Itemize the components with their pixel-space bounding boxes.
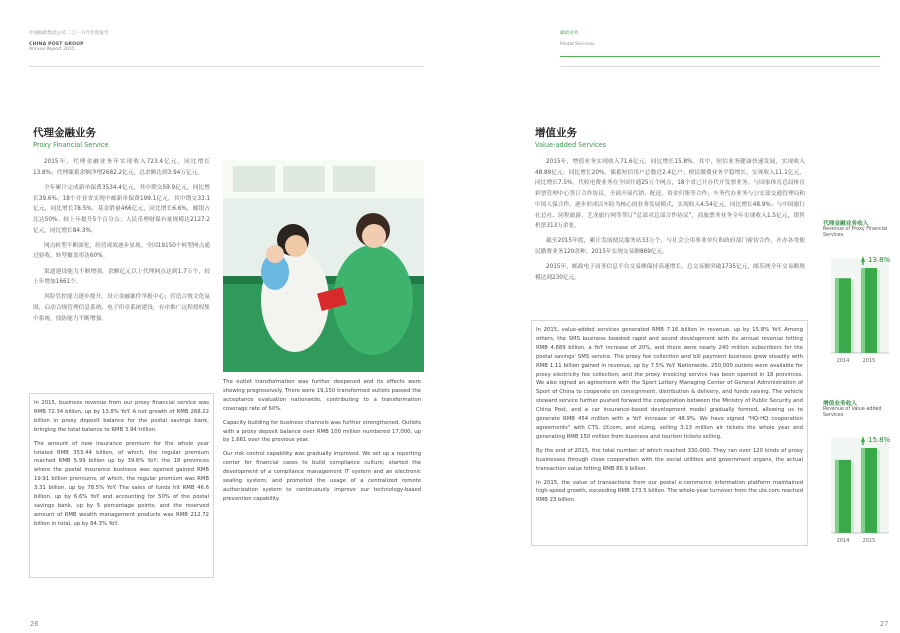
middle-en-text: [223, 378, 421, 509]
left-header: [29, 30, 169, 52]
header-report-en: Annual Report 2015: [29, 47, 75, 52]
growth-arrow-stem: [862, 261, 863, 265]
value-added-cn-text: [535, 157, 805, 288]
tick-label-2014: 2014: [836, 358, 850, 364]
chart-proxy-financial-svg: [823, 250, 893, 370]
page-number-left: 26: [30, 620, 39, 628]
chart-proxy-financial: [823, 218, 893, 370]
tick-label-2015: 2015: [862, 358, 876, 364]
header-section-cn: 邮政业务: [560, 31, 579, 36]
page-number-right: 27: [880, 620, 889, 628]
left-header-rule: [29, 66, 424, 67]
tick-label-2015: 2015: [862, 538, 876, 544]
chart-subtitle: Revenue of Value-added Services: [823, 407, 882, 418]
chart-title: 代理金融业务收入: [823, 221, 869, 227]
bar-highlight: [861, 448, 865, 533]
chart-subtitle: Revenue of Proxy Financial Services: [823, 227, 888, 238]
value-added-en-box: [531, 320, 808, 546]
cn-paragraph: 渠道建设能力不断增强。余额亿元以上代理网点达到1.7万个，较上年增加1661个。: [33, 268, 210, 286]
en-paragraph: In 2015, business revenue from our proxy financial service was RMB 72.34 billion, up by 13.8% YoY. A net growth of RMB 268.22 billion in proxy deposit balance for the postal savings bank, bringing the total balance to RMB 3.94 trillion.: [34, 400, 209, 433]
section-value-added: [535, 125, 715, 149]
chart-value-added-svg: [823, 430, 893, 550]
section-title-en: Proxy Financial Service: [33, 141, 109, 149]
post-office-photo: [223, 160, 424, 372]
bar-highlight: [835, 460, 839, 533]
cn-paragraph: 网点转型不断深化，经营成效逐步显现。全国19150个转型网点通过验收，转型覆盖率达60%。: [33, 242, 210, 260]
tick-label-2014: 2014: [836, 538, 850, 544]
cn-paragraph: 风险管控能力逐步提升。设立金融案件举报中心；营造合规文化氛围，启动合规管理信息系统、电子印章系统建设，有序推广远程授权集中系统，技防能力不断增强。: [33, 294, 210, 322]
chart-title: 增值业务收入: [823, 401, 858, 407]
proxy-financial-cn-text: [33, 157, 210, 329]
bar-highlight: [861, 268, 865, 353]
cn-paragraph: 2015年，增值业务实现收入71.6亿元，同比增长15.8%。其中，短信业务健康快速发展，实现收入48.89亿元，同比增长20%，储蓄短信用户总数近2.4亿户；便民缴费业务平稳增长，实现收入11.1亿元，同比增长7.5%，代收电费业务在全国开通25万个网点，18个省已开办代开发票业务；与国家体育总局体育彩票管理中心签订合作协议，全面开展代销、配送、资金归集等合作；车务代办业务与公安部交通管理局和中国人保合作，逐步形成以车险为核心的业务发展模式，实现收入4.54亿元，同比增长48.9%；与中国旅行社总社、同程旅游、艺龙旅行网等签订“总部对总部合作协议”，商旅票务业务全年实现收入1.5亿元，销售机票313万余张。: [535, 159, 805, 230]
section-title-cn: 代理金融业务: [33, 127, 96, 139]
right-header-rule: [560, 66, 880, 67]
cn-paragraph: 全年累计完成新单保费3534.4亿元，其中期交59.9亿元，同比增长39.6%；18个开业省实现中邮新单保费199.1亿元，其中期交33.1亿元，同比增长78.5%。基金销量466亿元，同比增长6.6%，邮银占比达50%。较上年提升5个百分点；人民币理财保有量规模达2127.2亿元，同比增长84.3%。: [33, 184, 210, 234]
cn-paragraph: 截至2015年底，累计发展便民服务站33万个，与社会公用事业单位和政府部门密切合作，开办各类便民缴费业务120余种。2015年实现交易额869亿元。: [535, 238, 805, 256]
en-paragraph: Capacity building for business channels was further strengthened. Outlets with a proxy deposit balance over RMB 100 million numbered 17,000, up by 1,661 over the previous year.: [223, 419, 421, 444]
en-paragraph: By the end of 2015, the total number of which reached 330,000. They ran over 120 kinds of proxy businesses through close cooperation with the social utilities and government organs, the actual transaction value hitting RMB 86.9 billion.: [536, 447, 803, 472]
en-paragraph: The amount of new insurance premium for the whole year totaled RMB 353.44 billion, of which, the regular premium reached RMB 5.99 billion up by 39.6% YoY; the 18 provinces where the postal insurance business was opened gained RMB 19.91 billion premiums, of which, the regular premium was RMB 3.31 billion, up by 78.5% YoY. The sales of funds hit RMB 46.6 billion, up by 6.6% YoY and accounting for 50% of the postal savings bank, up by 5 percentage points; and the reserved amount of RMB wealth management products was RMB 212.72 billion in total, up by 84.3% YoY.: [34, 440, 209, 527]
right-header-accent: [560, 56, 880, 57]
growth-label: 13.8%: [868, 256, 891, 264]
proxy-financial-en-box: [29, 393, 214, 578]
section-title-cn: 增值业务: [535, 127, 577, 139]
en-paragraph: In 2015, value-added services generated RMB 7.16 billion in revenue, up by 15.8% YoY. Among others, the SMS business boasted rapid and sound development with its annual revenue hitting RMB 4.889 billion, a YoY increase of 20%, and there were nearly 240 million subscribers for the postal savings' SMS service. The proxy fee collection and bill payment business grew steadily with RMB 1.11 billion gained in revenue, up by 7.5% YoY. Nationwide, 250,000 outlets were available for proxy electricity fee collection; and the proxy invoicing service has been opened in 18 provinces. We also signed an agreement with the Sport Lottery Managing Center of General Administration of Sport of China to cooperate on consignment, distribution & delivery, and funds raising. The vehicle steward service further pushed forward the cooperation between the Ministry of Public Security and China Post, and a car insurance-based development model gradually formed, allowing us to generate RMB 454 million with a YoY increase of 48.9%. We have signed "HQ-HQ cooperation agreements" with CTS, LY.com, and eLong, selling 3.13 million air tickets the whole year and generating RMB 150 million from business and tourism tickets selling.: [536, 327, 803, 440]
header-section-en: Postal Services: [560, 42, 595, 47]
growth-label: 15.8%: [868, 436, 891, 444]
section-proxy-financial: [33, 125, 213, 149]
en-paragraph: In 2015, the value of transactions from our postal e-commerce information platform maintained high-speed growth, exceeding RMB 173.5 billion. The whole-year turnover from the ule.com reached RMB 23 billion.: [536, 479, 803, 504]
en-paragraph: The outlet transformation was further deepened and its effects were showing progressively. There were 19,150 transformed outlets passed the acceptance evaluation nationwide, contributing to a transformation coverage rate of 60%.: [223, 379, 421, 412]
bar-highlight: [835, 278, 839, 353]
right-header: [560, 30, 680, 47]
header-company-en: CHINA POST GROUP: [29, 42, 84, 47]
en-paragraph: Our risk control capability was gradually improved. We set up a reporting center for financial cases to build compliance culture; started the development of a compliance management IT system and an electronic sealing system; and promoted the usage of a centralized remote authorization system to continuously improve our technology-based prevention capability.: [223, 451, 421, 502]
chart-value-added: [823, 398, 893, 550]
cn-paragraph: 2015年，代理金融业务年实现收入723.4亿元，同比增长13.8%；代理储蓄余额净增2682.2亿元，总余额达到3.94万亿元。: [33, 159, 210, 176]
section-title-en: Value-added Services: [535, 141, 607, 149]
growth-arrow-stem: [862, 441, 863, 445]
cn-paragraph: 2015年，邮政电子商务信息平台交易额保持高速增长，总交易额突破1735亿元，邮乐网全年交易额规模达到230亿元。: [535, 264, 805, 281]
photo-illustration: [223, 160, 424, 372]
header-report-cn: 中国邮政集团公司 二〇一五年年度报告: [29, 31, 109, 36]
